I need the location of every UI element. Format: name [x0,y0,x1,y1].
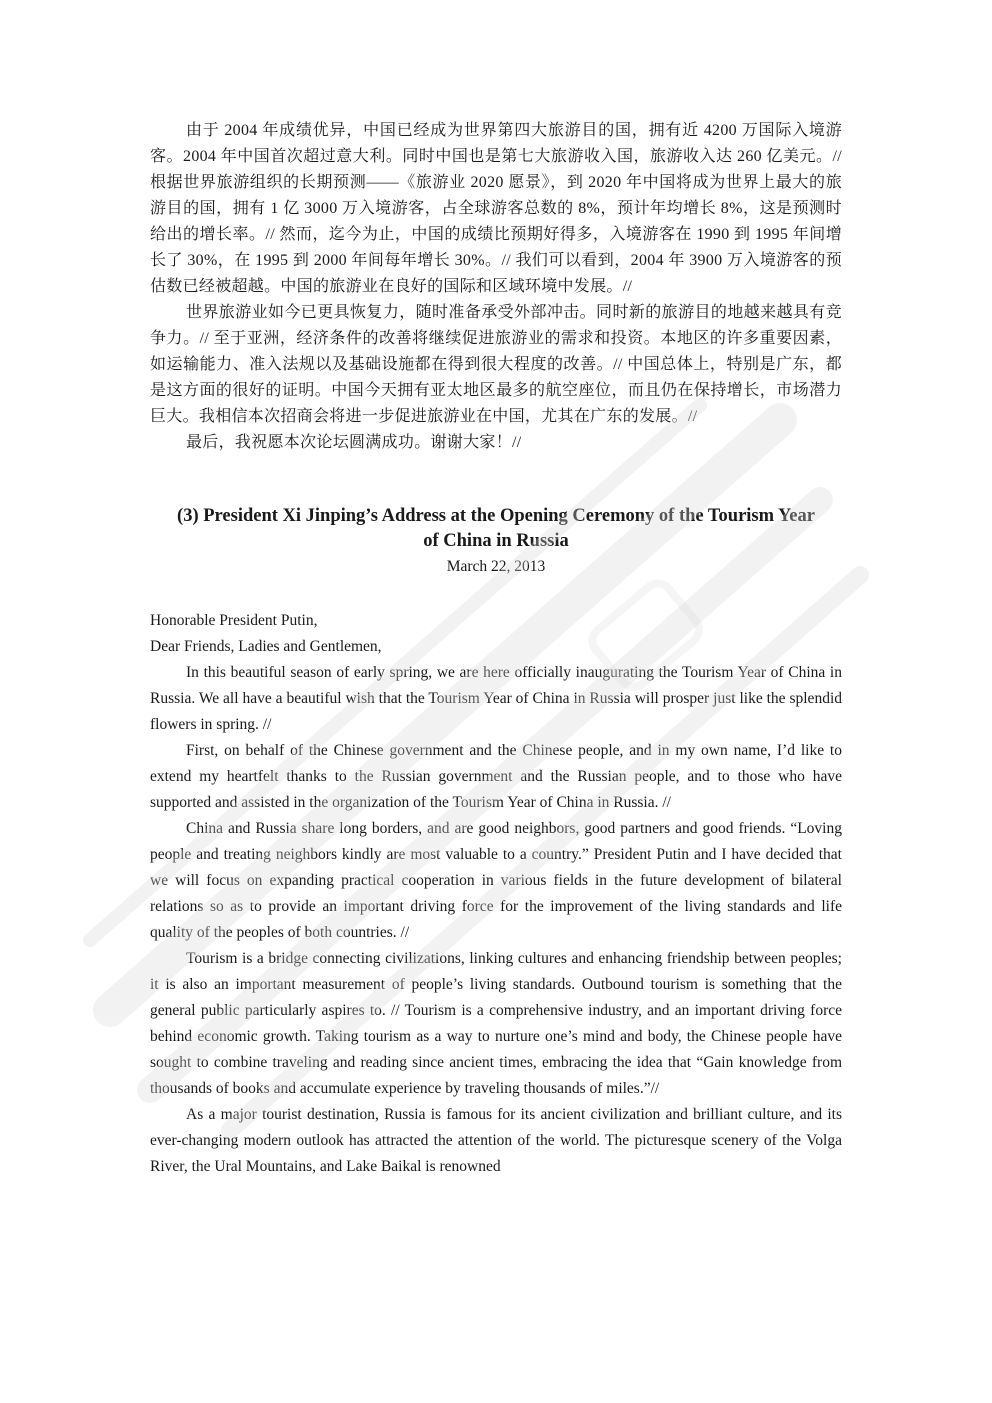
english-paragraph-5: As a major tourist destination, Russia is famous for its ancient civilization and brilliant culture, and its ever-changing modern outlook has attracted the attention of the world. The picturesque scenery of the Volga River, the Ural Mountains, and Lake Baikal is renowned [150,1106,842,1175]
section-heading [150,504,842,554]
english-paragraph-1: In this beautiful season of early spring, we are here officially inaugurating the Tourism Year of China in Russia. We all have a beautiful wish that the Tourism Year of China in Russia will prosper just like the splendid flowers in spring. // [150,664,842,733]
section-date: March 22, 2013 [446,558,546,575]
section-title-line-2: of China in Russia [423,531,569,551]
salutation-block [150,608,842,660]
chinese-paragraph-3: 最后，我祝愿本次论坛圆满成功。谢谢大家！// [186,434,522,451]
english-paragraph-2: First, on behalf of the Chinese government and the Chinese people, and in my own name, I’d like to extend my heartfelt thanks to the Russian government and the Russian people, and to those who have supported and assisted in the organization of the Tourism Year of China in Russia. // [150,742,842,811]
page-body [150,118,842,1180]
english-paragraph-3: China and Russia share long borders, and are good neighbors, good partners and good friends. “Loving people and treating neighbors kindly are most valuable to a country.” President Putin and I have decided that we will focus on expanding practical cooperation in various fields in the future development of bilateral relations so as to provide an important driving force for the improvement of the living standards and life quality of the peoples of both countries. // [150,820,842,941]
section-title-line-1: (3) President Xi Jinping’s Address at the Opening Ceremony of the Tourism Year [177,506,815,526]
salutation-2: Dear Friends, Ladies and Gentlemen, [150,638,382,655]
chinese-paragraph-2: 世界旅游业如今已更具恢复力，随时准备承受外部冲击。同时新的旅游目的地越来越具有竞争力。// 至于亚洲，经济条件的改善将继续促进旅游业的需求和投资。本地区的许多重要因素，如运输能力、准入法规以及基础设施都在得到很大程度的改善。// 中国总体上，特别是广东，都是这方面的很好的证明。中国今天拥有亚太地区最多的航空座位，而且仍在保持增长，市场潜力巨大。我相信本次招商会将进一步促进旅游业在中国，尤其在广东的发展。// [150,304,842,425]
english-paragraph-4: Tourism is a bridge connecting civilizations, linking cultures and enhancing friendship between peoples; it is also an important measurement of people’s living standards. Outbound tourism is something that the general public particularly aspires to. // Tourism is a comprehensive industry, and an important driving force behind economic growth. Taking tourism as a way to nurture one’s mind and body, the Chinese people have sought to combine traveling and reading since ancient times, embracing the idea that “Gain knowledge from thousands of books and accumulate experience by traveling thousands of miles.”// [150,950,842,1097]
chinese-paragraph-1: 由于 2004 年成绩优异，中国已经成为世界第四大旅游目的国，拥有近 4200 万国际入境游客。2004 年中国首次超过意大利。同时中国也是第七大旅游收入国，旅游收入达 260 亿美元。// 根据世界旅游组织的长期预测——《旅游业 2020 愿景》，到 2020 年中国将成为世界上最大的旅游目的国，拥有 1 亿 3000 万入境游客，占全球游客总数的 8%，预计年均增长 8%，这是预测时给出的增长率。// 然而，迄今为止，中国的成绩比预期好得多，入境游客在 1990 到 1995 年间增长了 30%，在 1995 到 2000 年间每年增长 30%。// 我们可以看到，2004 年 3900 万入境游客的预估数已经被超越。中国的旅游业在良好的国际和区域环境中发展。// [150,122,842,295]
salutation-1: Honorable President Putin, [150,612,318,629]
